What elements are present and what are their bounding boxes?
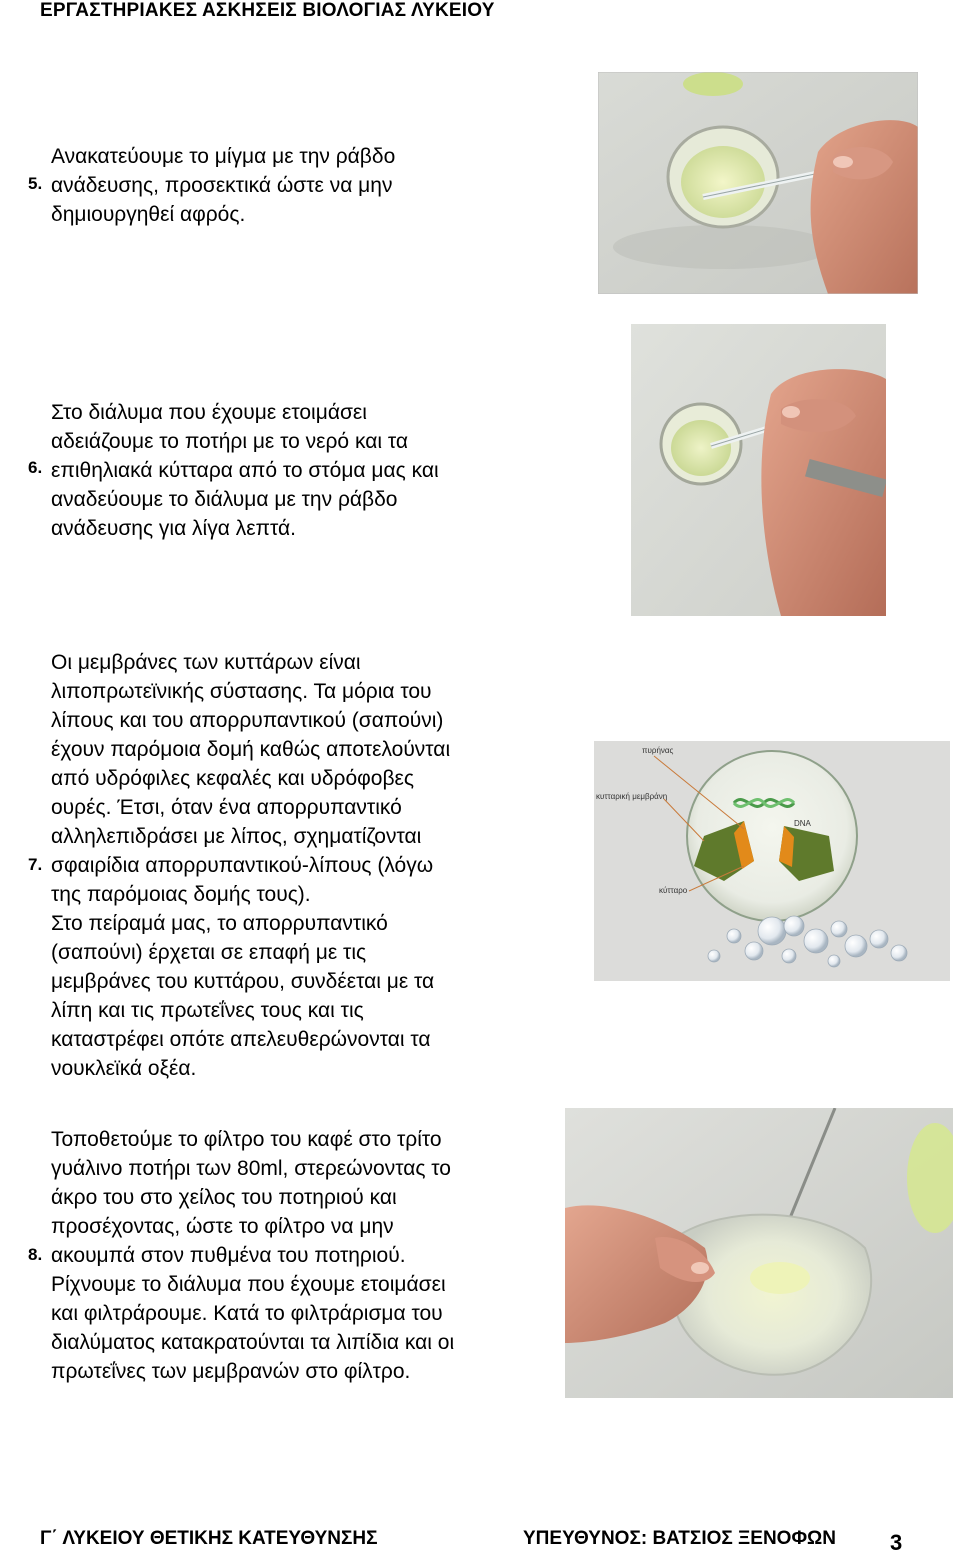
step-7-line: αλληλεπιδράσει με λίπος, σχηματίζονται [51,825,422,848]
step-5-line: Ανακατεύουμε το μίγμα με την ράβδο [51,145,396,168]
step-8-line: άκρο του στο χείλος του ποτηριού και [51,1186,397,1209]
step-7-line: ουρές. Έτσι, όταν ένα απορρυπαντικό [51,796,402,819]
page-number: 3 [890,1530,903,1555]
step-7-text [51,648,450,1083]
footer-left-text: Γ΄ ΛΥΚΕΙΟΥ ΘΕΤΙΚΗΣ ΚΑΤΕΥΘΥΝΣΗΣ [40,1528,378,1549]
step-7-line: νουκλεϊκά οξέα. [51,1057,197,1080]
step-6-line: Στο διάλυμα που έχουμε ετοιμάσει [51,401,367,424]
step-5-line: ανάδευσης, προσεκτικά ώστε να μην [51,174,393,197]
diagram-label-dna: DNA [794,819,811,828]
diagram-cell-detergent [594,741,950,981]
step-6-line: αναδεύουμε το διάλυμα με την ράβδο [51,488,398,511]
step-6-text [51,398,439,543]
step-7-line: λίπους και του απορρυπαντικού (σαπούνι) [51,709,444,732]
step-6-line: αδειάζουμε το ποτήρι με το νερό και τα [51,430,408,453]
diagram-label-nucleus: πυρήνας [642,746,674,755]
step-7-line: της παρόμοιας δομής τους). [51,883,311,906]
photo-mixing-solution [631,324,886,616]
step-8-text [51,1125,454,1386]
step-8-line: πρωτεΐνες των μεμβρανών στο φίλτρο. [51,1360,411,1383]
footer-right-text: ΥΠΕΥΘΥΝΟΣ: ΒΑΤΣΙΟΣ ΞΕΝΟΦΩΝ [523,1528,837,1549]
diagram-label-cell: κύτταρο [659,886,688,895]
step-number-8: 8. [28,1245,43,1264]
step-5-text [51,142,395,229]
photo-filtering [565,1108,953,1398]
step-8-line: γυάλινο ποτήρι των 80ml, στερεώνοντας το [51,1157,451,1180]
step-7-line: Στο πείραμά μας, το απορρυπαντικό [51,912,388,935]
step-7-line: από υδρόφιλες κεφαλές και υδρόφοβες [51,767,415,790]
diagram-label-membrane: κυτταρική μεμβράνη [596,792,668,801]
step-6-line: ανάδευσης για λίγα λεπτά. [51,517,297,540]
page-header-title: ΕΡΓΑΣΤΗΡΙΑΚΕΣ ΑΣΚΗΣΕΙΣ ΒΙΟΛΟΓΙΑΣ ΛΥΚΕΙΟΥ [40,0,495,21]
step-7-line: λίπη και τις πρωτεΐνες τους και τις [51,999,364,1022]
step-number-7: 7. [28,855,43,874]
step-8-line: ακουμπά στον πυθμένα του ποτηριού. [51,1244,406,1267]
step-7-line: λιποπρωτεϊνικής σύστασης. Τα μόρια του [51,680,432,703]
step-7-line: σφαιρίδια απορρυπαντικού-λίπους (λόγω [51,854,434,877]
step-7-line: Οι μεμβράνες των κυττάρων είναι [51,651,361,674]
step-7-line: καταστρέφει οπότε απελευθερώνονται τα [51,1028,431,1051]
step-8-line: Ρίχνουμε το διάλυμα που έχουμε ετοιμάσει [51,1273,446,1296]
step-number-6: 6. [28,458,43,477]
step-7-line: έχουν παρόμοια δομή καθώς αποτελούνται [51,738,451,761]
step-5-line: δημιουργηθεί αφρός. [51,203,246,226]
step-8-line: διαλύματος κατακρατούνται τα λιπίδια και οι [51,1331,455,1354]
step-number-5: 5. [28,174,43,193]
step-8-line: και φιλτράρουμε. Κατά το φιλτράρισμα του [51,1302,443,1325]
step-7-line: μεμβράνες του κυττάρου, συνδέεται με τα [51,970,435,993]
step-8-line: προσέχοντας, ώστε το φίλτρο να μην [51,1215,394,1238]
step-7-line: (σαπούνι) έρχεται σε επαφή με τις [51,941,367,964]
photo-stirring-beaker [598,72,918,294]
step-8-line: Τοποθετούμε το φίλτρο του καφέ στο τρίτο [51,1128,442,1151]
step-6-line: επιθηλιακά κύτταρα από το στόμα μας και [51,459,439,482]
